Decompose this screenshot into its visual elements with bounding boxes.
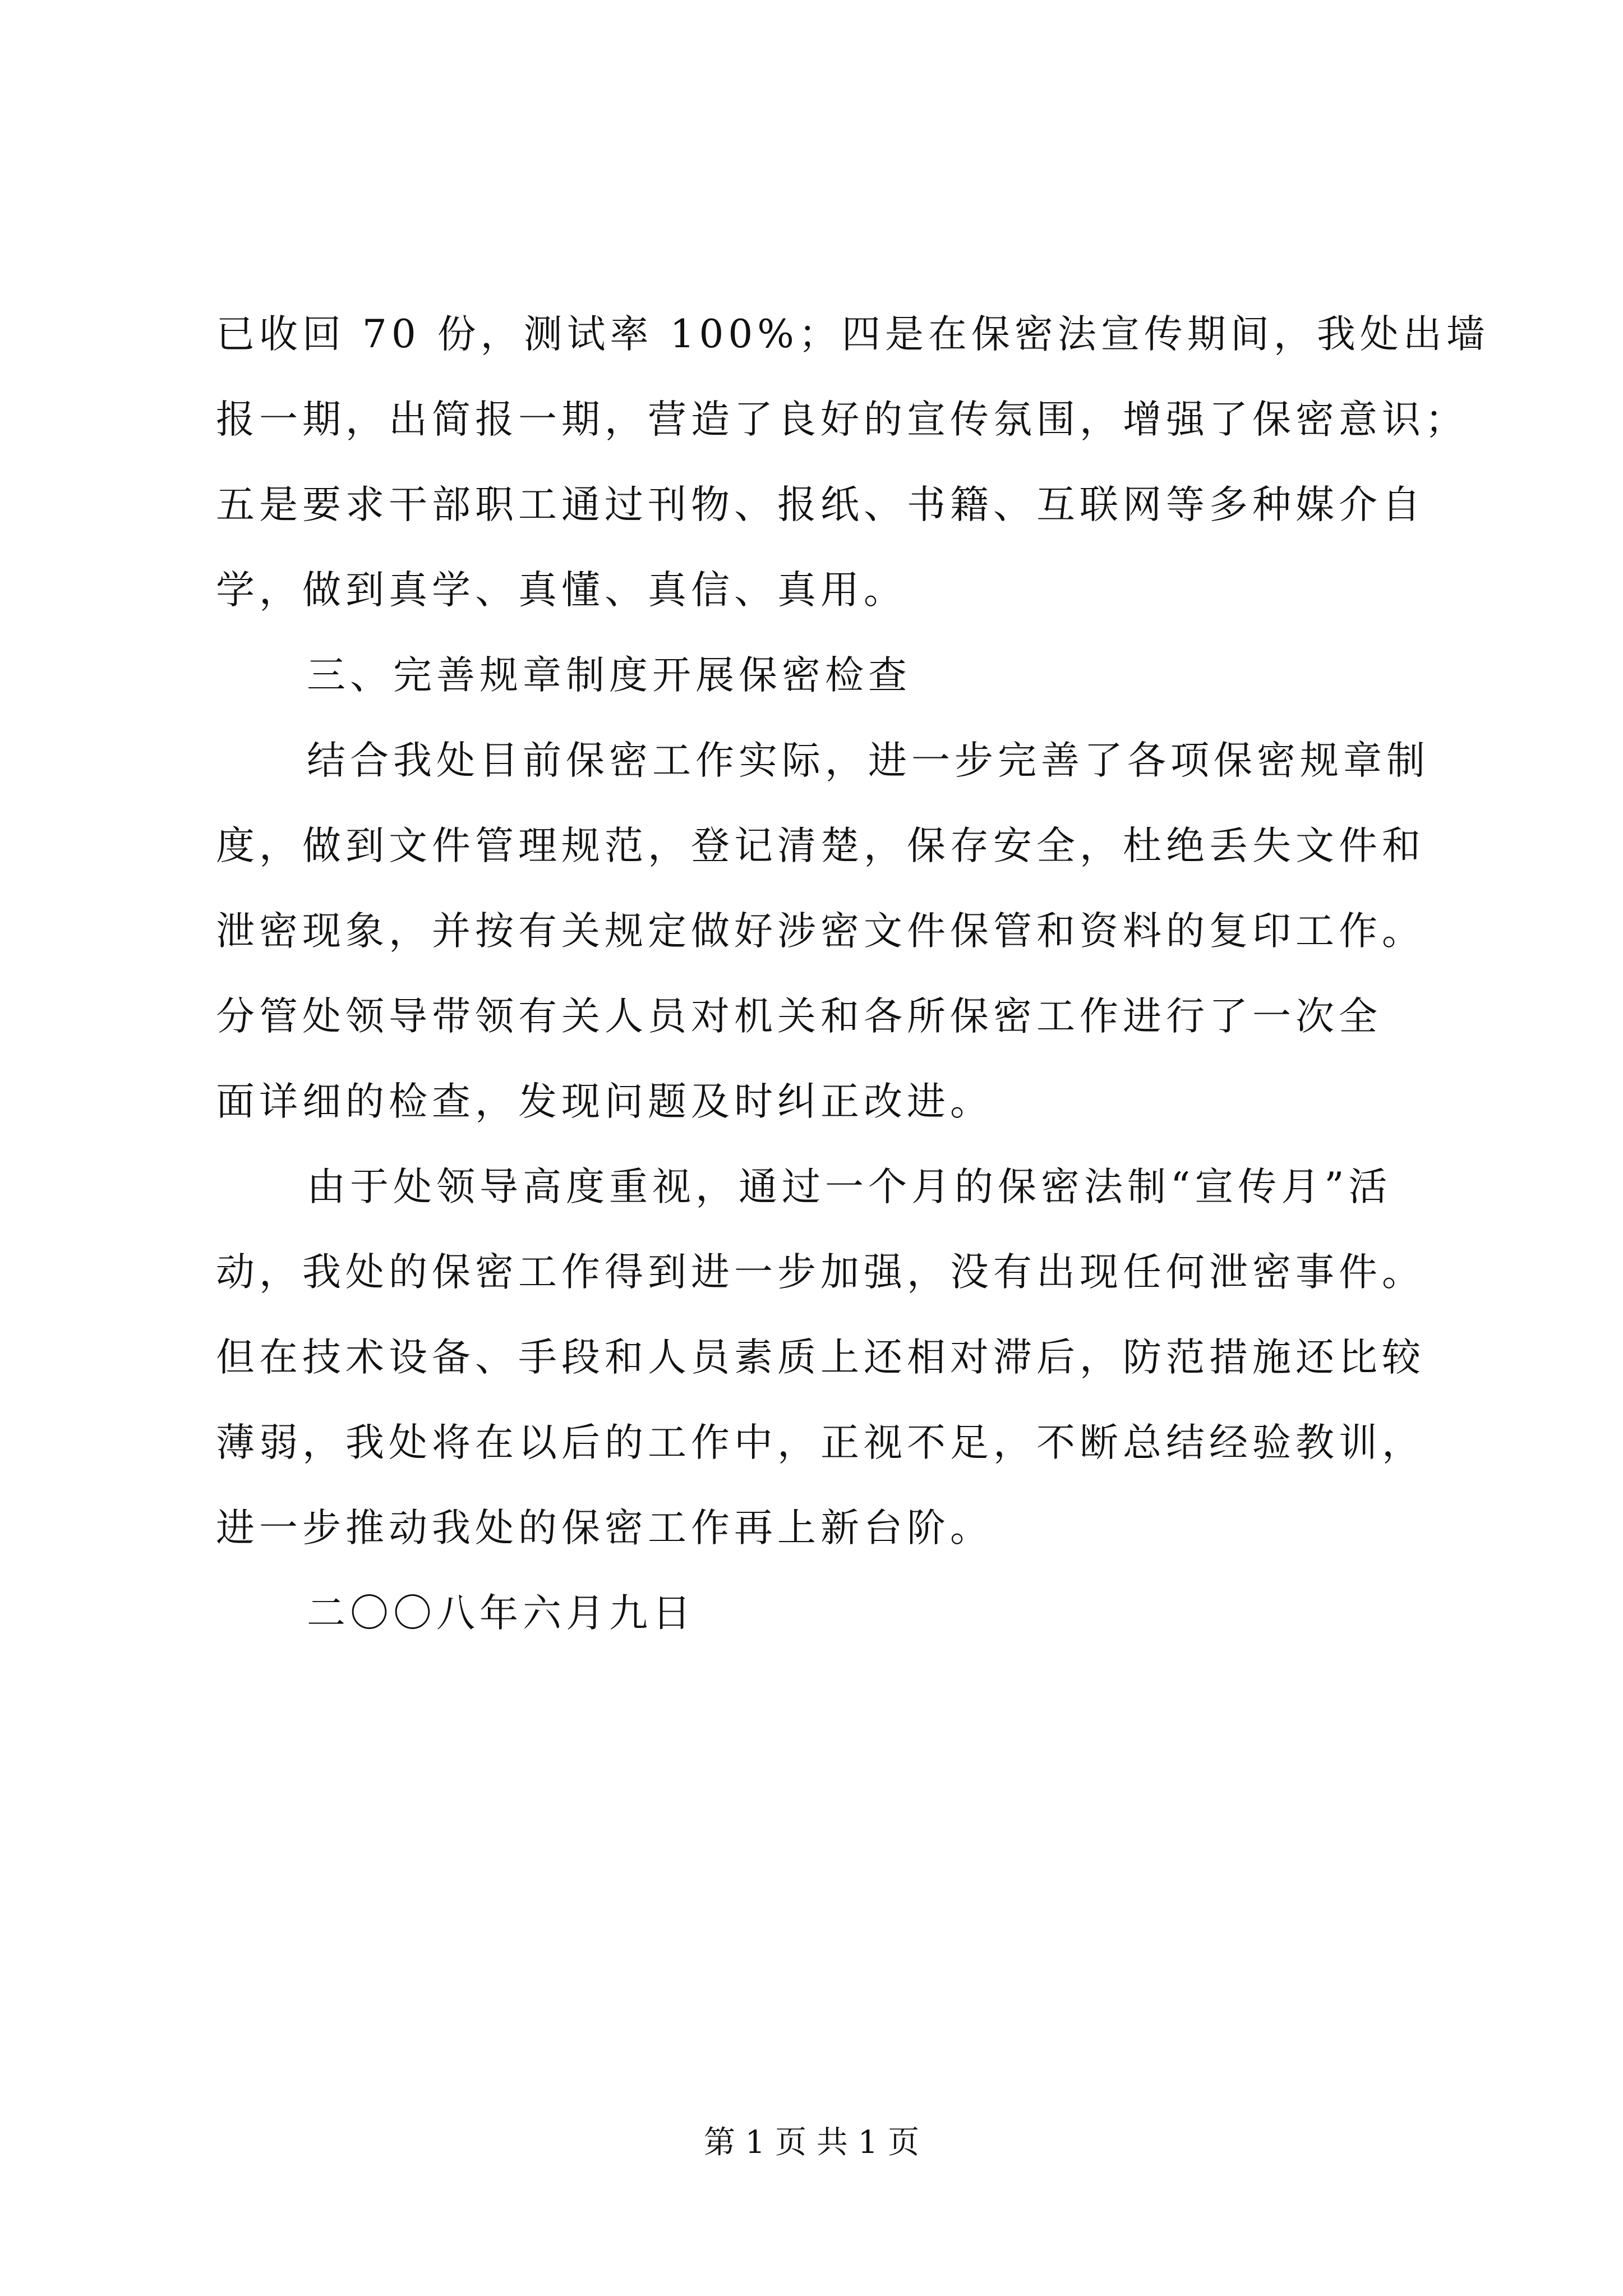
paragraph-line: 动，我处的保密工作得到进一步加强，没有出现任何泄密事件。 [216, 1250, 1425, 1295]
page-number-footer: 第 1 页 共 1 页 [703, 2124, 920, 2161]
document-date: 二〇〇八年六月九日 [307, 1591, 695, 1636]
continuation-line: 报一期，出简报一期，营造了良好的宣传氛围，增强了保密意识； [216, 397, 1468, 442]
paragraph-line: 分管处领导带领有关人员对机关和各所保密工作进行了一次全 [216, 994, 1382, 1039]
document-body [216, 292, 1490, 1656]
continuation-line: 已收回 70 份，测试率 100%；四是在保密法宣传期间，我处出墙 [216, 312, 1490, 357]
paragraph-line: 面详细的检查，发现问题及时纠正改进。 [216, 1079, 993, 1124]
paragraph-line: 进一步推动我处的保密工作再上新台阶。 [216, 1506, 993, 1550]
continuation-line: 五是要求干部职工通过刊物、报纸、书籍、互联网等多种媒介自 [216, 482, 1425, 527]
paragraph-line: 度，做到文件管理规范，登记清楚，保存安全，杜绝丢失文件和 [216, 823, 1425, 868]
paragraph-line: 由于处领导高度重视，通过一个月的保密法制“宣传月”活 [307, 1165, 1392, 1209]
paragraph-line: 但在技术设备、手段和人员素质上还相对滞后，防范措施还比较 [216, 1335, 1425, 1380]
paragraph-line: 泄密现象，并按有关规定做好涉密文件保管和资料的复印工作。 [216, 909, 1425, 954]
continuation-line: 学，做到真学、真懂、真信、真用。 [216, 568, 907, 613]
section-heading: 三、完善规章制度开展保密检查 [307, 653, 911, 698]
paragraph-line: 薄弱，我处将在以后的工作中，正视不足，不断总结经验教训， [216, 1420, 1425, 1465]
paragraph-line: 结合我处目前保密工作实际，进一步完善了各项保密规章制 [307, 738, 1430, 783]
